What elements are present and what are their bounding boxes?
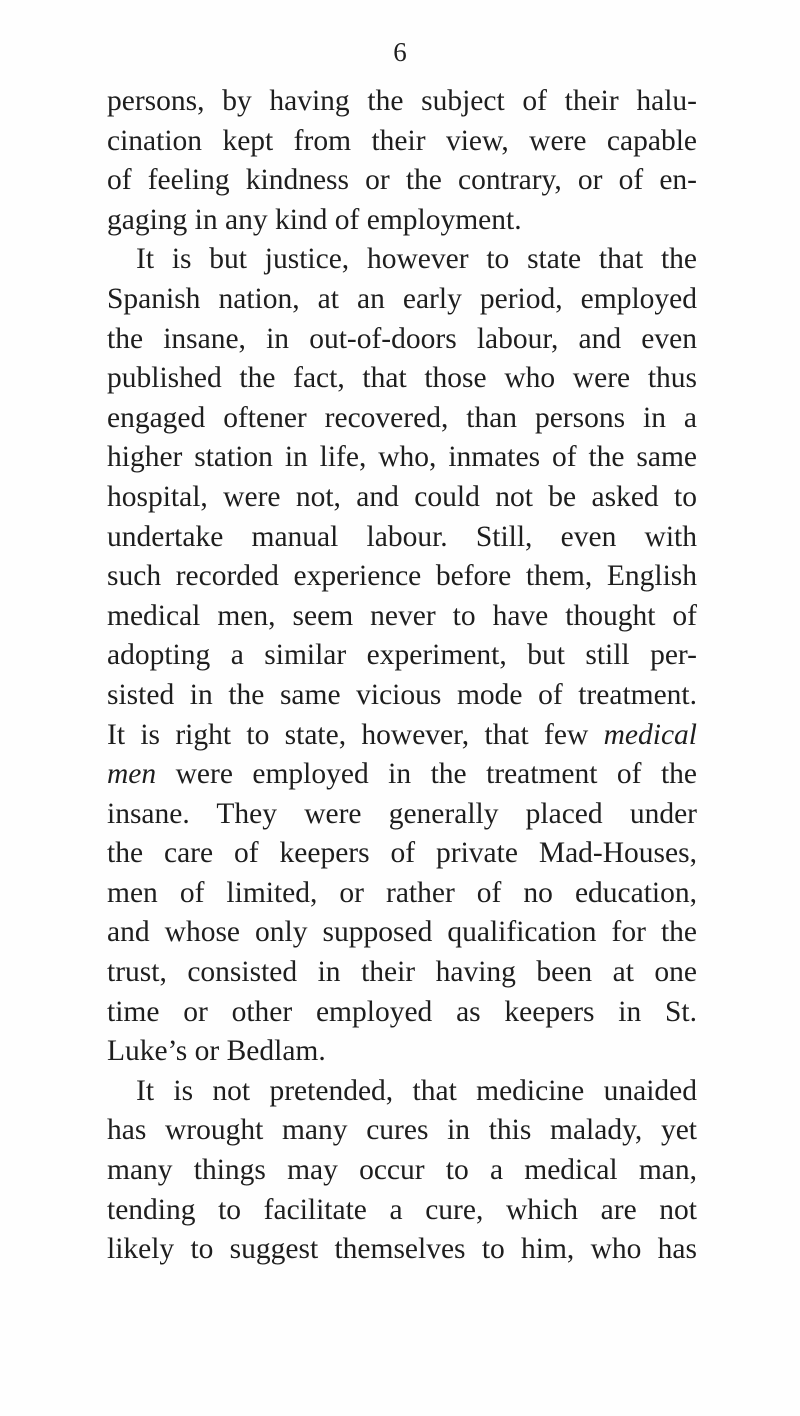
emphasized-text: men: [107, 758, 157, 791]
text-line: [107, 755, 697, 795]
text-line: [107, 716, 697, 756]
text-line: Luke’s or Bedlam.: [107, 1035, 326, 1068]
text-line: published the fact, that those who were thus: [107, 362, 697, 395]
text-line: gaging in any kind of employment.: [107, 203, 522, 236]
text-line: higher station in life, who, inmates of the same: [107, 441, 697, 474]
text-line: hospital, were not, and could not be asked to: [107, 480, 697, 513]
text-line: sisted in the same vicious mode of treatment.: [107, 678, 697, 711]
text-line: It is not pretended, that medicine unaided: [136, 1074, 697, 1107]
text-line: men of limited, or rather of no education,: [107, 876, 697, 909]
text-line: Spanish nation, at an early period, employed: [107, 282, 697, 315]
text-line: many things may occur to a medical man,: [107, 1154, 697, 1187]
emphasized-text: medical: [603, 718, 697, 751]
text-line: engaged oftener recovered, than persons in a: [107, 401, 697, 434]
text-fragment: were employed in the treatment of the: [156, 758, 697, 791]
text-line: and whose only supposed qualification for the: [107, 916, 697, 949]
text-line: the care of keepers of private Mad-Houses,: [107, 837, 697, 870]
text-line: the insane, in out-of-doors labour, and even: [107, 322, 697, 355]
text-line: persons, by having the subject of their halu-: [107, 85, 697, 117]
text-line: has wrought many cures in this malady, yet: [107, 1114, 697, 1147]
text-line: adopting a similar experiment, but still per-: [107, 639, 697, 672]
text-line: such recorded experience before them, English: [107, 560, 697, 593]
text-line: insane. They were generally placed under: [107, 797, 697, 830]
text-line: likely to suggest themselves to him, who has: [107, 1233, 697, 1266]
page-number: 6: [393, 37, 407, 67]
text-line: tending to facilitate a cure, which are not: [107, 1193, 697, 1226]
text-line: cination kept from their view, were capable: [107, 124, 697, 157]
text-line: trust, consisted in their having been at one: [107, 956, 697, 989]
text-fragment: It is right to state, however, that few: [107, 718, 604, 751]
text-line: of feeling kindness or the contrary, or of en-: [107, 164, 697, 197]
text-line: medical men, seem never to have thought of: [107, 599, 697, 632]
body-text: [107, 82, 697, 1270]
text-line: time or other employed as keepers in St.: [107, 995, 697, 1028]
text-line: undertake manual labour. Still, even with: [107, 520, 697, 553]
text-line: It is but justice, however to state that the: [136, 243, 697, 276]
